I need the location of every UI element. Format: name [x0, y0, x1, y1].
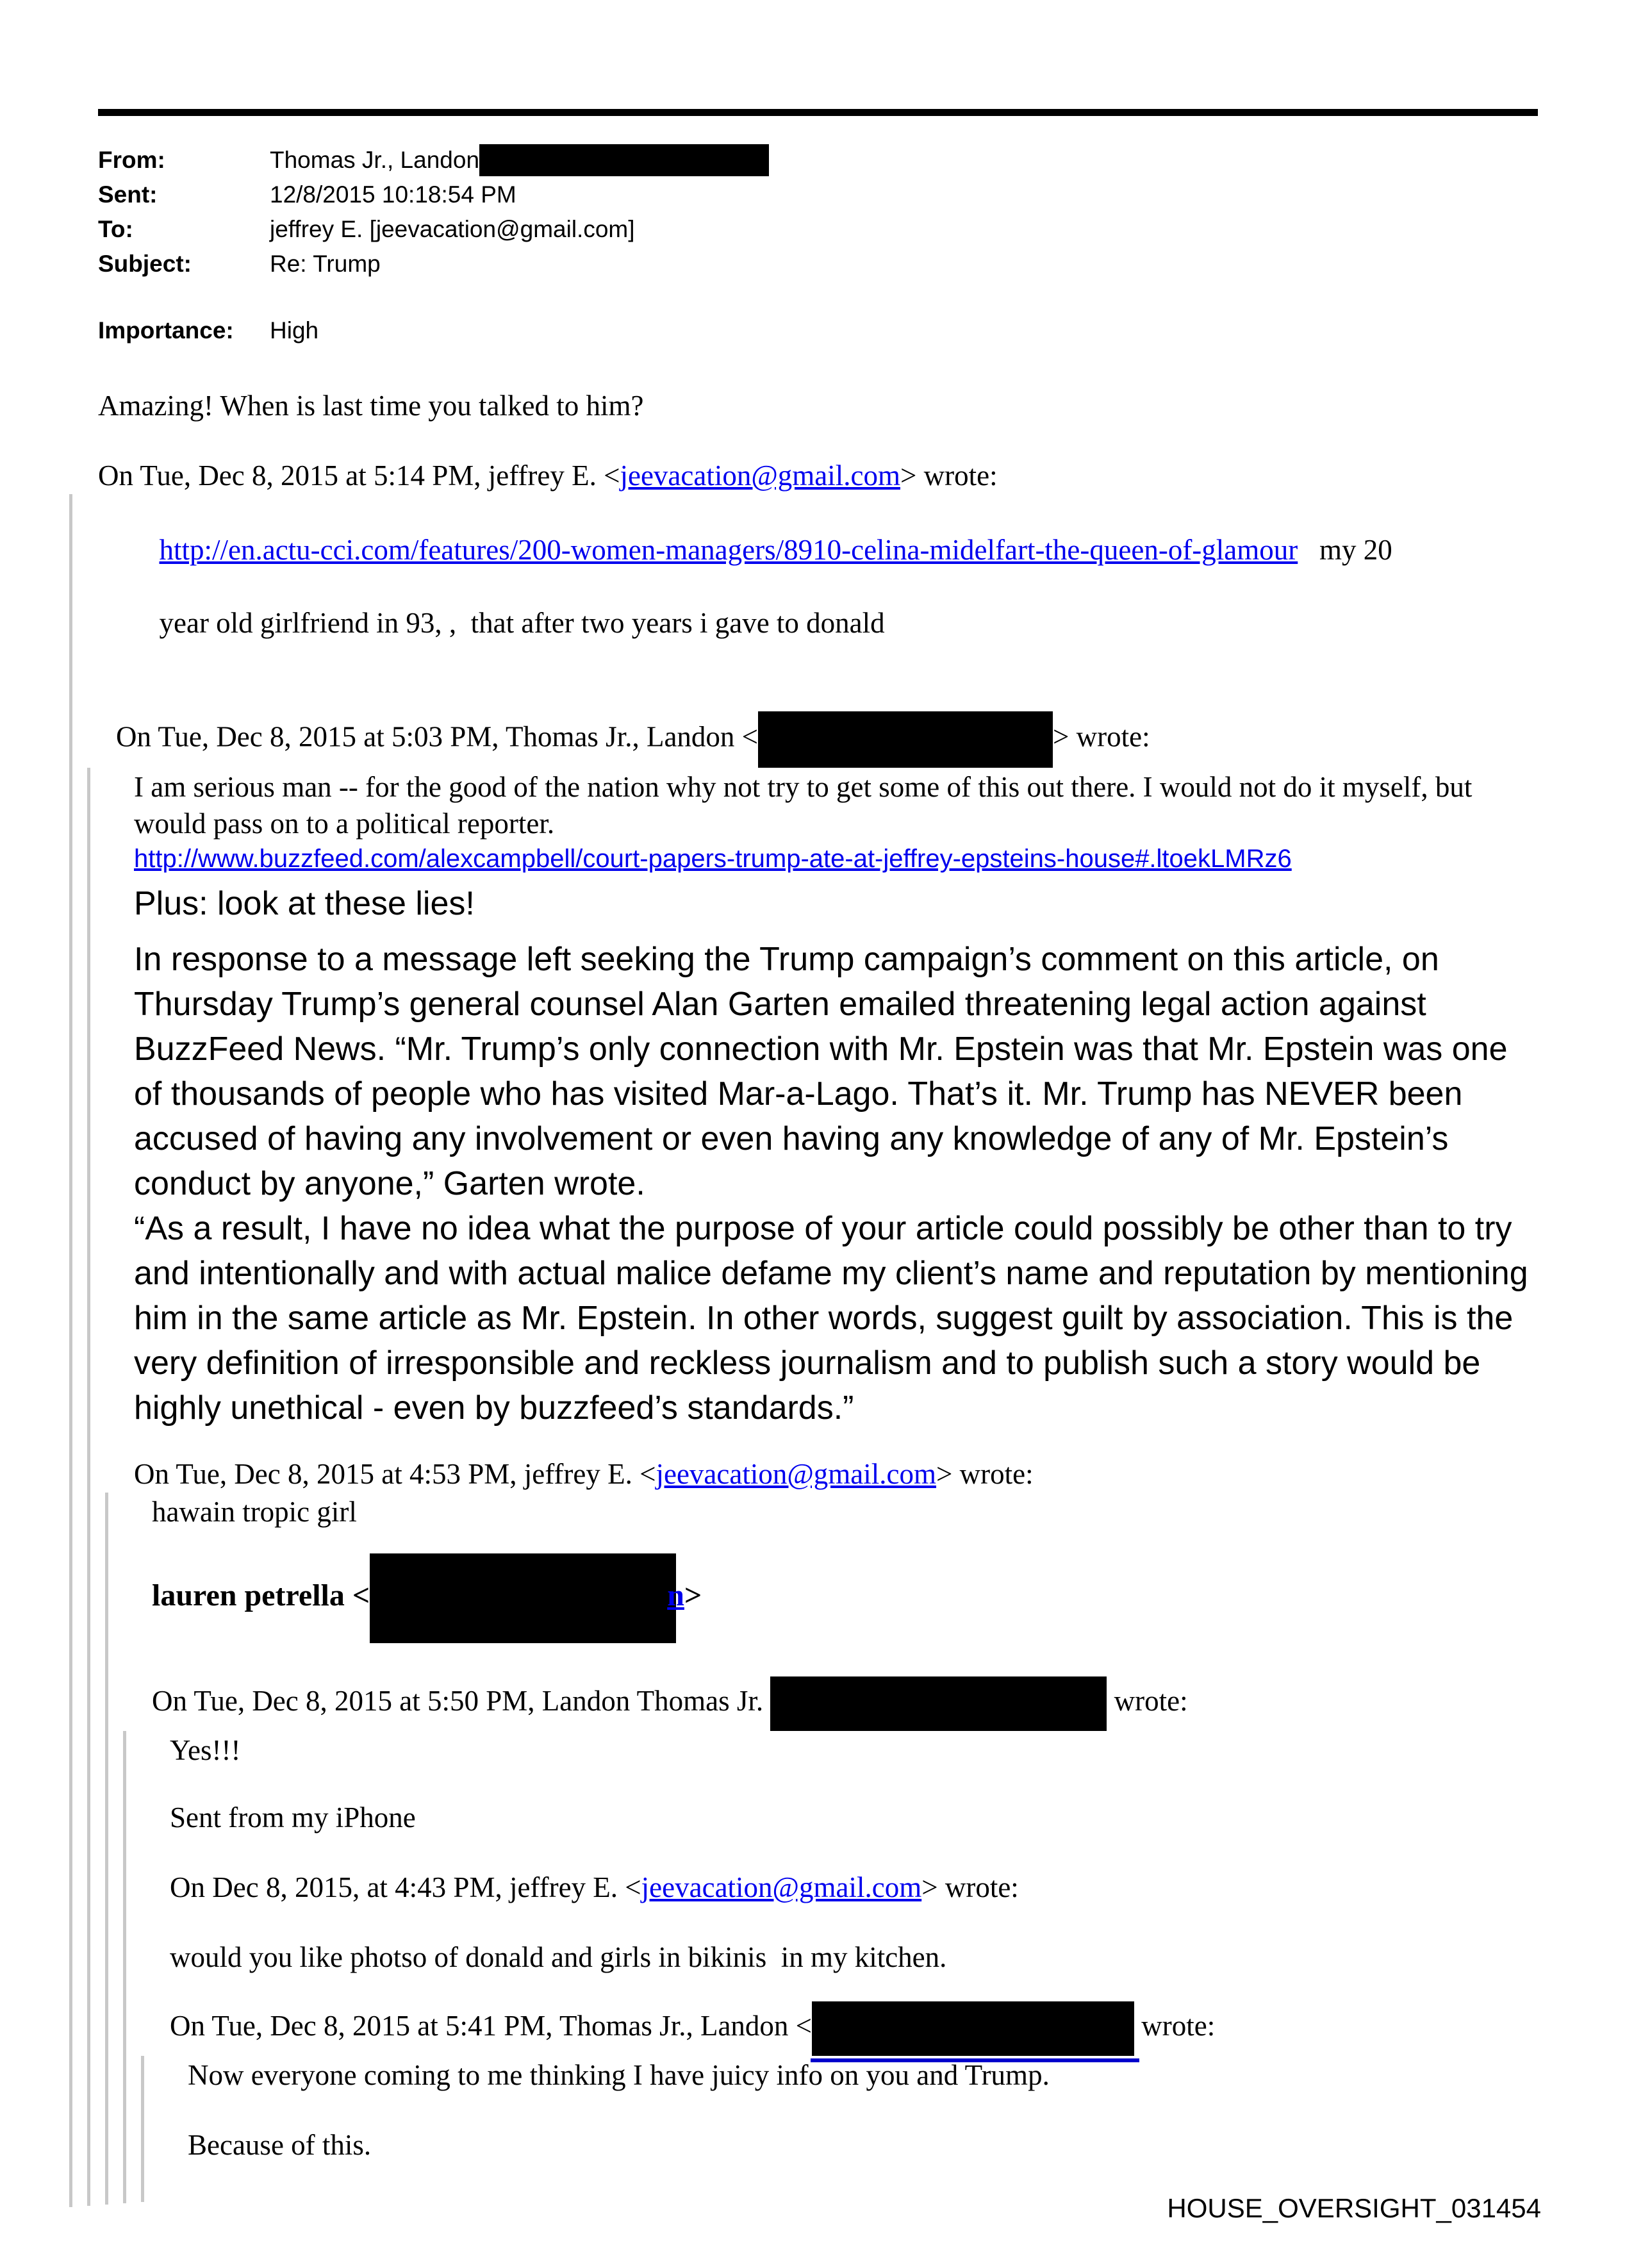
to-label: To:	[98, 216, 133, 242]
redaction-box	[770, 1676, 1107, 1731]
quote-header-443pm	[170, 1869, 1538, 1906]
serious-man-paragraph: I am serious man -- for the good of the nation why not try to get some of this out there. I would not do it myself, but would pass on to a political reporter.	[134, 771, 1473, 840]
quote-header-541pm-text: On Tue, Dec 8, 2015 at 5:41 PM, Thomas Jr., Landon <	[170, 2009, 813, 2042]
subject-label: Subject:	[98, 251, 192, 277]
quote-header-550pm-suffix: wrote:	[1107, 1684, 1188, 1717]
quote-header-503pm	[116, 711, 1538, 768]
lauren-petrella-text: lauren petrella <	[152, 1578, 370, 1613]
quote-header-514pm-suffix: > wrote:	[900, 459, 998, 492]
header-divider-rule	[98, 109, 1538, 116]
redaction-box	[758, 711, 1053, 768]
quote-header-541pm	[170, 2001, 1538, 2056]
redacted-email-fragment: n	[667, 1578, 684, 1613]
because-line: Because of this.	[188, 2129, 372, 2161]
from-value: Thomas Jr., Landon	[270, 147, 480, 173]
header-row-importance	[98, 313, 1538, 348]
header-row-from	[98, 143, 1538, 178]
hawain-tropic-line: hawain tropic girl	[152, 1496, 357, 1528]
plus-lies-line: Plus: look at these lies!	[134, 885, 475, 922]
importance-value: High	[270, 317, 319, 344]
quote-level-1	[69, 494, 1538, 2207]
email-header	[98, 143, 1538, 348]
header-row-sent	[98, 178, 1538, 212]
sent-label: Sent:	[98, 181, 158, 208]
garten-statement-paragraph-1: In response to a message left seeking the Trump campaign’s comment on this article, on Thursday Trump’s general counsel Alan Garten emailed threatening legal action against BuzzFeed News. “Mr. Trump’s only connection with Mr. Epstein was that Mr. Epstein was one of thousands of people who has visited Mar-a-Lago. That’s it. Mr. Trump has NEVER been accused of having any involvement or even having any knowledge of any of Mr. Epstein’s conduct by anyone,” Garten wrote.	[134, 941, 1508, 1202]
bates-number: HOUSE_OVERSIGHT_031454	[1167, 2193, 1541, 2223]
girlfriend-paragraph	[116, 495, 1538, 678]
lauren-petrella-suffix: >	[684, 1578, 702, 1613]
quote-header-550pm	[152, 1676, 1538, 1731]
quote-header-443pm-suffix: > wrote:	[921, 1871, 1019, 1903]
girlfriend-text-line2: year old girlfriend in 93, , that after two years i gave to donald	[159, 607, 885, 639]
buzzfeed-link-line	[134, 842, 1538, 875]
actu-cci-link[interactable]: http://en.actu-cci.com/features/200-women-managers/8910-celina-midelfart-the-queen-of-glamour	[159, 534, 1298, 566]
email-page	[98, 143, 1538, 2207]
email-link-jeevacation[interactable]: jeevacation@gmail.com	[620, 459, 901, 492]
lauren-petrella-line	[152, 1553, 1538, 1643]
girlfriend-text-line1: my 20	[1298, 534, 1392, 566]
buzzfeed-link[interactable]: http://www.buzzfeed.com/alexcampbell/court-papers-trump-ate-at-jeffrey-epsteins-house#.ltoekLMRz6	[134, 845, 1292, 873]
yes-line: Yes!!!	[170, 1734, 241, 1766]
redacted-email-underline	[812, 2001, 1134, 2056]
redaction-box	[479, 144, 769, 176]
quote-header-453pm-suffix: > wrote:	[936, 1458, 1034, 1490]
importance-label: Importance:	[98, 317, 234, 344]
email-link-jeevacation[interactable]: jeevacation@gmail.com	[641, 1871, 922, 1903]
to-value: jeffrey E. [jeevacation@gmail.com]	[270, 216, 635, 242]
quote-header-503pm-text: On Tue, Dec 8, 2015 at 5:03 PM, Thomas Jr., Landon <	[116, 720, 759, 753]
quote-header-514pm-text: On Tue, Dec 8, 2015 at 5:14 PM, jeffrey E. <	[98, 459, 620, 492]
juicy-info-line: Now everyone coming to me thinking I have juicy info on you and Trump.	[188, 2059, 1050, 2091]
quote-level-2	[87, 768, 1538, 2206]
quote-level-3	[105, 1493, 1538, 2205]
sent-value: 12/8/2015 10:18:54 PM	[270, 181, 516, 208]
header-row-subject	[98, 247, 1538, 281]
redaction-box	[812, 2001, 1134, 2056]
iphone-signature: Sent from my iPhone	[170, 1801, 416, 1833]
quote-header-443pm-text: On Dec 8, 2015, at 4:43 PM, jeffrey E. <	[170, 1871, 641, 1903]
email-link-jeevacation[interactable]: jeevacation@gmail.com	[656, 1458, 937, 1490]
header-row-to	[98, 212, 1538, 247]
from-label: From:	[98, 147, 165, 173]
quote-header-514pm	[98, 458, 1538, 494]
quote-header-453pm-text: On Tue, Dec 8, 2015 at 4:53 PM, jeffrey E. <	[134, 1458, 656, 1490]
quote-header-550pm-text: On Tue, Dec 8, 2015 at 5:50 PM, Landon Thomas Jr.	[152, 1684, 771, 1717]
subject-value: Re: Trump	[270, 251, 381, 277]
message-opening-text: Amazing! When is last time you talked to him?	[98, 390, 644, 422]
quote-level-5	[141, 2056, 1538, 2202]
redaction-box	[370, 1553, 676, 1643]
quote-level-4	[123, 1731, 1538, 2203]
quote-header-453pm	[134, 1456, 1538, 1493]
garten-statement-paragraph-2: “As a result, I have no idea what the purpose of your article could possibly be other than to try and intentionally and with actual malice defame my client’s name and reputation by mentioning him in the same article as Mr. Epstein. In other words, suggest guilt by association. This is the very definition of irresponsible and reckless journalism and to publish such a story would be highly unethical - even by buzzfeed’s standards.”	[134, 1210, 1528, 1427]
photos-line: would you like photso of donald and girls in bikinis in my kitchen.	[170, 1941, 947, 1973]
quote-header-541pm-suffix: wrote:	[1134, 2009, 1216, 2042]
quote-header-503pm-suffix: > wrote:	[1053, 720, 1150, 753]
